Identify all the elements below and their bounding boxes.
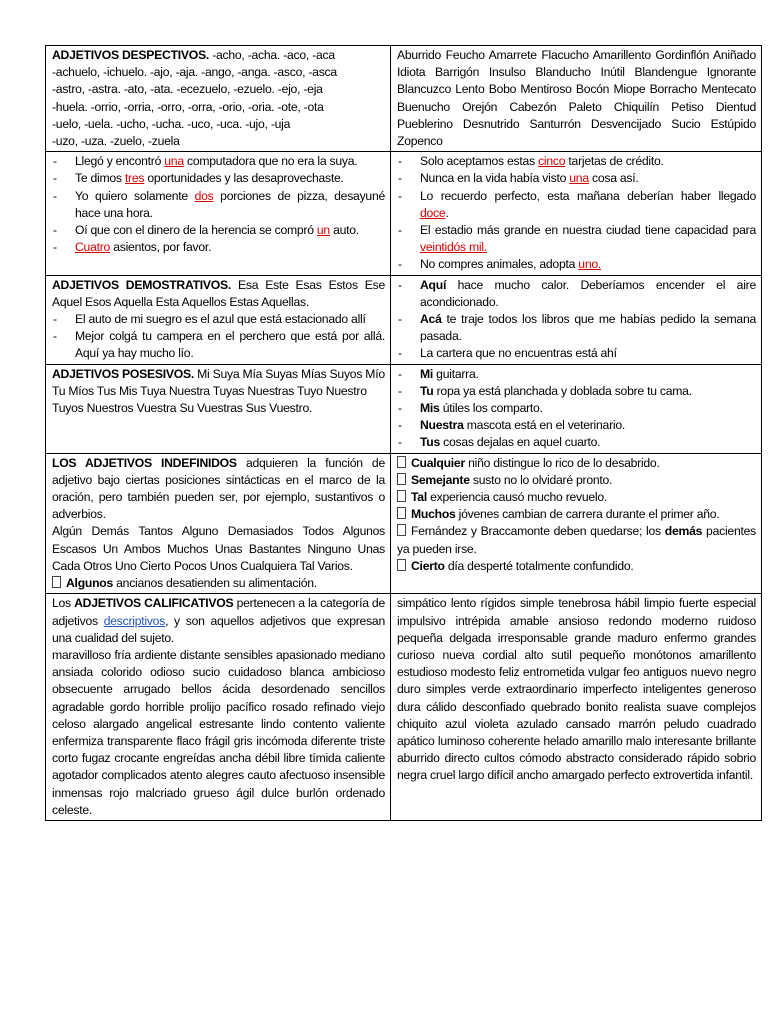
list-item bbox=[52, 239, 385, 256]
suffix-line: -achuelo, -ichuelo. -ajo, -aja. -ango, -anga. -asco, -asca bbox=[52, 65, 337, 80]
posesivos-title: ADJETIVOS POSESIVOS. bbox=[52, 366, 194, 381]
demostrativos-words: Esa Este Esas Estos Ese Aquel Esos Aquella Esta Aquellos Estas Aquellas. bbox=[52, 277, 385, 309]
list-item bbox=[397, 311, 756, 345]
list-item bbox=[52, 188, 385, 222]
text: ropa ya está planchada y doblada sobre tu cama. bbox=[433, 383, 692, 398]
calificativos-title: ADJETIVOS CALIFICATIVOS bbox=[74, 596, 234, 611]
keyword: Muchos bbox=[411, 507, 456, 522]
posesivos-right-cell bbox=[391, 364, 762, 453]
highlighted-number: uno. bbox=[578, 257, 602, 272]
text: día desperté totalmente confundido. bbox=[444, 558, 634, 573]
text: Nunca en la vida había visto bbox=[420, 171, 570, 186]
text: , y son aquellos adjetivos que expresan una cualidad del sujeto. bbox=[52, 613, 385, 645]
list-item bbox=[397, 506, 756, 523]
calificativos-words-right: simpático lento rígidos simple tenebrosa hábil limpio fuerte especial impulsivo intrépida amable ansioso redondo moderno ruidoso pequeña delgada irresponsable grande maduro enfermo grandes curioso nueva cordial alto sutil pequeño monótonos amarillento estudioso modesto feliz entrometida vulgar feo antiguos nuevo negro duro simples verde extraordinario imperfecto inteligentes generoso dura cálido desconfiado quebrado bonito realista suave complejos chiquito azul violeta azulado cansado marrón peludo cuadrado apático luminoso coherente helado amarillo malo interesante brillante aburrido directo cultos cómodo abstracto considerado rápido sobrio negra cruel largo difícil ancho amargado perfecto extrovertida infantil. bbox=[397, 596, 756, 783]
bullet-box-icon bbox=[397, 524, 406, 536]
text: La cartera que no encuentras está ahí bbox=[420, 346, 617, 361]
text: te traje todos los libros que me habías pedido la semana pasada. bbox=[420, 312, 756, 344]
text: cosa así. bbox=[588, 171, 639, 186]
indefinidos-title: LOS ADJETIVOS INDEFINIDOS bbox=[52, 455, 237, 470]
highlighted-number: una bbox=[569, 171, 589, 186]
indefinidos-intro bbox=[52, 455, 385, 524]
despectivos-examples-cell bbox=[391, 46, 762, 152]
text: hace mucho calor. Deberíamos encender el aire acondicionado. bbox=[420, 277, 756, 309]
text: experiencia causó mucho revuelo. bbox=[426, 490, 608, 505]
text: tarjetas de crédito. bbox=[565, 154, 664, 169]
text: mascota está en el veterinario. bbox=[463, 418, 625, 433]
text: susto no lo olvidaré pronto. bbox=[469, 472, 613, 487]
list-item: - Mejor colgá tu campera en el perchero que está por allá. Aquí ya hay mucho lío. bbox=[52, 328, 385, 362]
text: útiles los comparto. bbox=[439, 401, 543, 416]
adjectives-table bbox=[45, 45, 762, 821]
list-item bbox=[397, 188, 756, 222]
keyword: Cualquier bbox=[411, 455, 465, 470]
keyword: Semejante bbox=[411, 472, 470, 487]
bullet-box-icon bbox=[397, 473, 406, 485]
row-indefinidos bbox=[46, 453, 762, 594]
posesivos-intro bbox=[52, 366, 385, 418]
calificativos-words-left: maravilloso fría ardiente distante sensibles apasionado mediano ansiada colorido odioso sucio cuidadoso blanca ambicioso obsecuente arrugado bellos ácida desordenado sencillos agradable gordo horrible prolijo pacífico rosado refinado viejo celoso alargado angelical estresante lindo contento valiente enfermiza transparente flaco frágil gris incómoda diferente triste corto fugaz crocante engreídas ancha débil libre tímida caliente agotador complicados atento alegres cauto afectuoso insensible inmensas rojo malcriado grueso ágil dulce burlón ordenado celeste. bbox=[52, 647, 385, 817]
keyword: Acá bbox=[420, 312, 442, 327]
suffix-line: -acho, -acha. -aco, -aca bbox=[212, 48, 335, 62]
text: pacientes ya pueden irse. bbox=[397, 524, 756, 556]
suffix-line: -uzo, -uza. -zuelo, -zuela bbox=[52, 134, 180, 149]
bullet-box-icon bbox=[397, 456, 406, 468]
list-item bbox=[52, 222, 385, 239]
text: Oí que con el dinero de la herencia se compró bbox=[75, 223, 317, 238]
highlighted-number: una bbox=[164, 154, 184, 169]
text: porciones de pizza, desayuné hace una hora. bbox=[75, 188, 385, 220]
demostrativos-examples bbox=[52, 311, 385, 363]
suffix-line: -huela. -orrio, -orria, -orro, -orra, -orio, -oria. -ote, -ota bbox=[52, 99, 324, 114]
text: pertenecen a la categoría de adjetivos bbox=[52, 596, 385, 628]
text: Yo quiero solamente bbox=[75, 188, 195, 203]
list-item bbox=[52, 170, 385, 187]
despectivos-words: Aburrido Feucho Amarrete Flacucho Amarillento Gordinflón Aniñado Idiota Barrigón Insulso Blanducho Inútil Blandengue Ignorante Blancuzco Lento Bobo Mentiroso Bocón Miope Borracho Mentecato Buenucho Orejón Cabezón Paleto Chiquilín Petiso Dientud Pueblerino Desnutrido Santurrón Desvencijado Sucio Estúpido Zopenco bbox=[397, 48, 756, 149]
list-item bbox=[397, 153, 756, 170]
row-numerales bbox=[46, 152, 762, 275]
highlighted-number: tres bbox=[124, 171, 145, 186]
indefinidos-example bbox=[52, 575, 385, 592]
row-posesivos bbox=[46, 364, 762, 453]
text: Llegó y encontró bbox=[75, 154, 165, 169]
demostrativos-right-cell bbox=[391, 275, 762, 364]
suffix-line: -uelo, -uela. -ucho, -ucha. -uco, -uca. -ujo, -uja bbox=[52, 116, 291, 131]
despectivos-line bbox=[52, 47, 385, 64]
highlighted-number: dos bbox=[194, 188, 214, 203]
text: computadora que no era la suya. bbox=[183, 154, 358, 169]
list-item bbox=[52, 153, 385, 170]
list-item bbox=[397, 383, 756, 400]
text: Fernández y Braccamonte deben quedarse; los bbox=[411, 524, 665, 539]
list-item bbox=[397, 400, 756, 417]
numerales-left-cell bbox=[46, 152, 391, 275]
despectivos-title: ADJETIVOS DESPECTIVOS. bbox=[52, 48, 210, 62]
list-item bbox=[397, 523, 756, 557]
list-item: - El auto de mi suegro es el azul que está estacionado allí bbox=[52, 311, 385, 328]
list-item bbox=[397, 455, 756, 472]
despectivos-suffixes-cell bbox=[46, 46, 391, 152]
calificativos-intro bbox=[52, 595, 385, 647]
demostrativos-left-cell bbox=[46, 275, 391, 364]
bullet-box-icon bbox=[397, 559, 406, 571]
list-item bbox=[397, 489, 756, 506]
keyword: demás bbox=[664, 524, 703, 539]
text: El estadio más grande en nuestra ciudad tiene capacidad para bbox=[420, 223, 756, 238]
text: No compres animales, adopta bbox=[420, 257, 579, 272]
numerales-left-list bbox=[52, 153, 385, 256]
text: Te dimos bbox=[75, 171, 125, 186]
text: . bbox=[445, 205, 449, 220]
list-item bbox=[397, 256, 756, 273]
keyword: Aquí bbox=[420, 277, 447, 292]
list-item bbox=[397, 345, 756, 362]
text: auto. bbox=[329, 223, 359, 238]
text: oportunidades y las desaprovechaste. bbox=[144, 171, 344, 186]
row-calificativos bbox=[46, 594, 762, 821]
suffix-line: -astro, -astra. -ato, -ata. -ecezuelo, -ezuelo. -ejo, -eja bbox=[52, 82, 323, 97]
list-item bbox=[397, 170, 756, 187]
highlighted-number: doce bbox=[420, 205, 446, 220]
row-despectivos bbox=[46, 46, 762, 152]
list-item bbox=[397, 366, 756, 383]
text: Solo aceptamos estas bbox=[420, 154, 539, 169]
text: jóvenes cambian de carrera durante el primer año. bbox=[455, 507, 720, 522]
keyword: Tal bbox=[411, 490, 427, 505]
highlighted-number: Cuatro bbox=[75, 240, 111, 255]
highlighted-number: veintidós mil. bbox=[420, 240, 487, 255]
list-item bbox=[397, 558, 756, 575]
keyword: Nuestra bbox=[420, 418, 464, 433]
text: guitarra. bbox=[433, 366, 479, 381]
indefinidos-intro-text: adquieren la función de adjetivo bajo ciertas posiciones sintácticas en el marco de la oración, pero también pueden ser, por ejemplo, sustantivos o adverbios. bbox=[52, 455, 385, 522]
posesivos-words: Mi Suya Mía Suyas Mías Suyos Mío Tu Míos Tus Mis Tuya Nuestra Tuyas Nuestras Tuyo Nuestro Tuyos Nuestros Vuestra Su Vuestras Sus Vuestro. bbox=[52, 366, 385, 416]
demostrativos-title: ADJETIVOS DEMOSTRATIVOS. bbox=[52, 277, 232, 292]
text: Lo recuerdo perfecto, esta mañana deberían haber llegado bbox=[420, 188, 756, 203]
text: niño distingue lo rico de lo desabrido. bbox=[464, 455, 660, 470]
descriptivos-link[interactable]: descriptivos bbox=[103, 613, 166, 628]
demostrativos-right-list bbox=[397, 277, 756, 363]
bullet-box-icon bbox=[397, 490, 406, 502]
keyword: Cierto bbox=[411, 558, 445, 573]
indefinidos-words: Algún Demás Tantos Alguno Demasiados Todos Algunos Escasos Un Ambos Muchos Unas Bastantes Ninguno Unas Cada Otros Uno Cierto Pocos Unos Cualquiera Tal Varios. bbox=[52, 524, 385, 573]
keyword: Mis bbox=[420, 401, 440, 416]
list-item bbox=[397, 434, 756, 451]
keyword: Tu bbox=[420, 383, 434, 398]
highlighted-number: un bbox=[316, 223, 330, 238]
text: ancianos desatienden su alimentación. bbox=[113, 576, 317, 591]
calificativos-right-cell bbox=[391, 594, 762, 821]
list-item bbox=[397, 472, 756, 489]
numerales-right-cell bbox=[391, 152, 762, 275]
posesivos-right-list bbox=[397, 366, 756, 452]
keyword: Tus bbox=[420, 435, 441, 450]
bullet-box-icon bbox=[397, 507, 406, 519]
indefinidos-left-cell bbox=[46, 453, 391, 594]
list-item bbox=[397, 277, 756, 311]
text: asientos, por favor. bbox=[110, 240, 212, 255]
row-demostrativos bbox=[46, 275, 762, 364]
text: Los bbox=[52, 596, 75, 611]
posesivos-left-cell bbox=[46, 364, 391, 453]
highlighted-number: cinco bbox=[538, 154, 566, 169]
list-item bbox=[397, 222, 756, 256]
calificativos-left-cell bbox=[46, 594, 391, 821]
demostrativos-intro bbox=[52, 277, 385, 311]
numerales-right-list bbox=[397, 153, 756, 273]
text: cosas dejalas en aquel cuarto. bbox=[440, 435, 601, 450]
indefinidos-right-cell bbox=[391, 453, 762, 594]
keyword: Algunos bbox=[66, 576, 113, 591]
bullet-box-icon bbox=[52, 576, 61, 588]
list-item bbox=[397, 417, 756, 434]
keyword: Mi bbox=[420, 366, 434, 381]
